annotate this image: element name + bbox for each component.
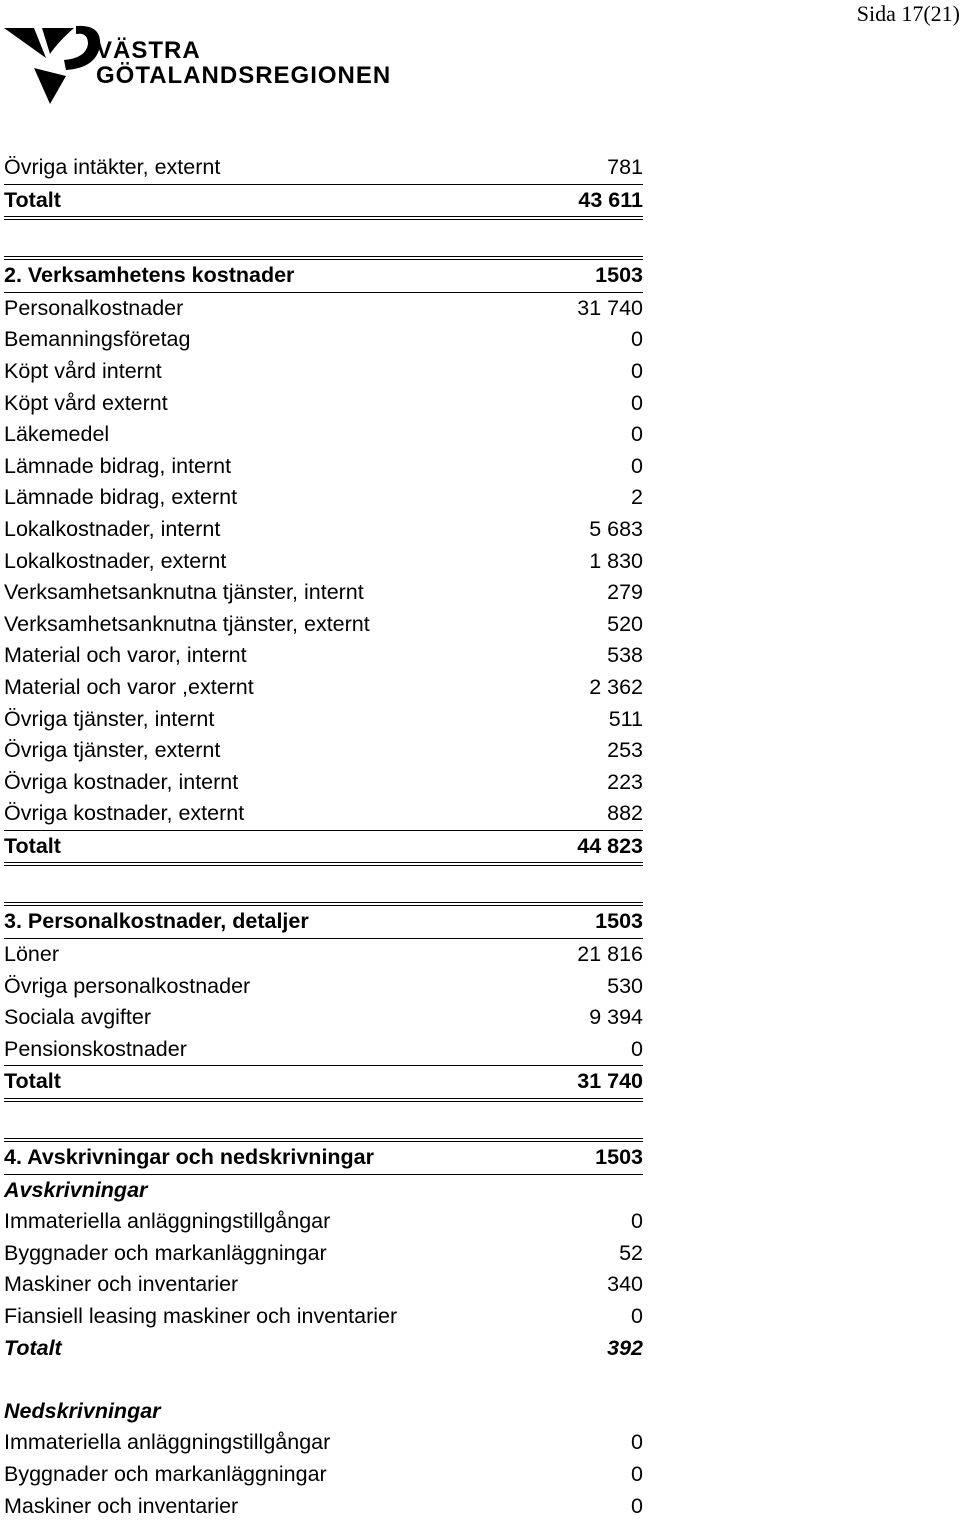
logo-graphic bbox=[4, 24, 394, 108]
row-label: Köpt vård externt bbox=[4, 390, 168, 415]
row-label: Köpt vård internt bbox=[4, 358, 162, 383]
row-label: Material och varor, internt bbox=[4, 643, 247, 668]
total-label: Totalt bbox=[4, 833, 61, 858]
row-value: 781 bbox=[607, 155, 643, 179]
row-label: Maskiner och inventarier bbox=[4, 1493, 239, 1518]
row-label: Bemanningsföretag bbox=[4, 327, 191, 352]
total-label: Totalt bbox=[4, 1335, 62, 1360]
row-label: Sociala avgifter bbox=[4, 1005, 151, 1030]
total-label: Totalt bbox=[4, 1069, 61, 1094]
total-value: 44 823 bbox=[577, 833, 643, 858]
cost-row bbox=[4, 293, 643, 325]
impairment-row bbox=[4, 1459, 643, 1491]
row-value: 530 bbox=[607, 973, 643, 998]
row-value: 0 bbox=[631, 1036, 643, 1061]
heading-label: 3. Personalkostnader, detaljer bbox=[4, 909, 309, 934]
cost-row bbox=[4, 798, 643, 830]
total-label: Totalt bbox=[4, 187, 61, 212]
row-value: 511 bbox=[608, 706, 643, 731]
personnel-row bbox=[4, 939, 643, 971]
row-value: 2 362 bbox=[589, 674, 643, 699]
cost-row bbox=[4, 419, 643, 451]
row-value: 0 bbox=[631, 1461, 643, 1486]
spacer bbox=[4, 1102, 643, 1138]
logo-line1: VÄSTRA bbox=[96, 37, 201, 64]
row-value: 253 bbox=[607, 738, 643, 763]
vastra-gotalandsregionen-logo bbox=[4, 24, 394, 108]
row-value: 2 bbox=[631, 485, 643, 510]
heading-label: 2. Verksamhetens kostnader bbox=[4, 263, 295, 288]
personnel-row bbox=[4, 1002, 643, 1034]
avskrivningar-subheading bbox=[4, 1175, 643, 1207]
row-value: 0 bbox=[631, 327, 643, 352]
heading-value: 1503 bbox=[595, 1145, 643, 1170]
row-label: Byggnader och markanläggningar bbox=[4, 1461, 327, 1486]
total-value: 31 740 bbox=[577, 1069, 643, 1094]
row-label: Övriga kostnader, internt bbox=[4, 769, 239, 794]
cost-row bbox=[4, 324, 643, 356]
row-value: 538 bbox=[607, 643, 643, 668]
personnel-row bbox=[4, 1034, 643, 1066]
row-label: Lämnade bidrag, externt bbox=[4, 485, 238, 510]
row-value: 279 bbox=[607, 580, 643, 605]
row-label: Övriga personalkostnader bbox=[4, 973, 251, 998]
row-label: Maskiner och inventarier bbox=[4, 1272, 239, 1297]
row-value: 882 bbox=[607, 801, 643, 826]
cost-row bbox=[4, 704, 643, 736]
row-label: Immateriella anläggningstillgångar bbox=[4, 1209, 331, 1234]
row-value: 0 bbox=[631, 1430, 643, 1455]
income-row bbox=[4, 152, 643, 184]
cost-row bbox=[4, 735, 643, 767]
row-label: Pensionskostnader bbox=[4, 1036, 187, 1061]
heading-value: 1503 bbox=[595, 263, 643, 288]
row-label: Personalkostnader bbox=[4, 295, 184, 320]
logo-mark-bottom bbox=[34, 68, 66, 104]
row-value: 21 816 bbox=[577, 942, 643, 967]
nedskrivningar-subheading bbox=[4, 1396, 643, 1428]
row-label: Löner bbox=[4, 942, 59, 967]
row-label: Lämnade bidrag, internt bbox=[4, 453, 232, 478]
section2-heading bbox=[4, 256, 643, 293]
cost-row bbox=[4, 388, 643, 420]
row-value: 340 bbox=[607, 1272, 643, 1297]
spacer bbox=[4, 220, 643, 256]
row-value: 5 683 bbox=[589, 516, 643, 541]
cost-row bbox=[4, 577, 643, 609]
logo-mark-swirl bbox=[64, 26, 100, 70]
total-value: 392 bbox=[607, 1335, 643, 1360]
row-label: Byggnader och markanläggningar bbox=[4, 1240, 327, 1265]
row-value: 0 bbox=[631, 390, 643, 415]
row-label: Övriga kostnader, externt bbox=[4, 801, 245, 826]
depreciation-row bbox=[4, 1206, 643, 1238]
row-value: 223 bbox=[607, 769, 643, 794]
row-value: 0 bbox=[631, 358, 643, 383]
section3-total-row bbox=[4, 1065, 643, 1102]
heading-label: 4. Avskrivningar och nedskrivningar bbox=[4, 1145, 375, 1170]
row-label: Övriga intäkter, externt bbox=[4, 155, 221, 179]
page-number: Sida 17(21) bbox=[856, 1, 960, 26]
row-label: Övriga tjänster, externt bbox=[4, 738, 221, 763]
cost-row bbox=[4, 609, 643, 641]
depreciation-row bbox=[4, 1269, 643, 1301]
section1-total-row bbox=[4, 184, 643, 221]
cost-row bbox=[4, 672, 643, 704]
row-label: Verksamhetsanknutna tjänster, externt bbox=[4, 611, 370, 636]
row-label: Material och varor ,externt bbox=[4, 674, 254, 699]
logo-mark-center bbox=[42, 28, 74, 54]
row-label: Verksamhetsanknutna tjänster, internt bbox=[4, 580, 364, 605]
row-value: 0 bbox=[631, 1493, 643, 1518]
section4-heading bbox=[4, 1138, 643, 1175]
logo-mark-left-wing bbox=[4, 28, 46, 58]
subheading-label: Avskrivningar bbox=[4, 1177, 148, 1202]
row-value: 52 bbox=[619, 1240, 643, 1265]
section2-total-row bbox=[4, 830, 643, 867]
avskrivningar-total-row bbox=[4, 1333, 643, 1365]
row-label: Immateriella anläggningstillgångar bbox=[4, 1430, 331, 1455]
row-value: 0 bbox=[631, 1304, 643, 1328]
section3-heading bbox=[4, 902, 643, 939]
cost-row bbox=[4, 514, 643, 546]
row-value: 0 bbox=[631, 453, 643, 478]
spacer bbox=[4, 866, 643, 902]
row-value: 1 830 bbox=[589, 548, 643, 573]
cost-row bbox=[4, 767, 643, 799]
blank-row bbox=[4, 1364, 643, 1396]
row-label: Fiansiell leasing maskiner och inventarier bbox=[4, 1304, 398, 1328]
depreciation-row bbox=[4, 1301, 643, 1333]
logo-line2: GÖTALANDSREGIONEN bbox=[96, 62, 392, 89]
depreciation-row bbox=[4, 1238, 643, 1270]
impairment-row bbox=[4, 1427, 643, 1459]
cost-row bbox=[4, 482, 643, 514]
row-label: Läkemedel bbox=[4, 422, 110, 447]
total-value: 43 611 bbox=[578, 187, 643, 212]
row-value: 0 bbox=[631, 422, 643, 447]
heading-value: 1503 bbox=[595, 909, 643, 934]
subheading-label: Nedskrivningar bbox=[4, 1398, 161, 1423]
cost-row bbox=[4, 546, 643, 578]
financial-report bbox=[4, 152, 643, 1522]
row-label: Lokalkostnader, externt bbox=[4, 548, 227, 573]
cost-row bbox=[4, 451, 643, 483]
personnel-row bbox=[4, 971, 643, 1003]
row-value: 520 bbox=[607, 611, 643, 636]
cost-row bbox=[4, 356, 643, 388]
impairment-row bbox=[4, 1491, 643, 1523]
row-value: 31 740 bbox=[577, 295, 643, 320]
cost-row bbox=[4, 640, 643, 672]
row-label: Lokalkostnader, internt bbox=[4, 516, 221, 541]
row-value: 0 bbox=[631, 1209, 643, 1234]
row-label: Övriga tjänster, internt bbox=[4, 706, 215, 731]
row-value: 9 394 bbox=[589, 1005, 643, 1030]
